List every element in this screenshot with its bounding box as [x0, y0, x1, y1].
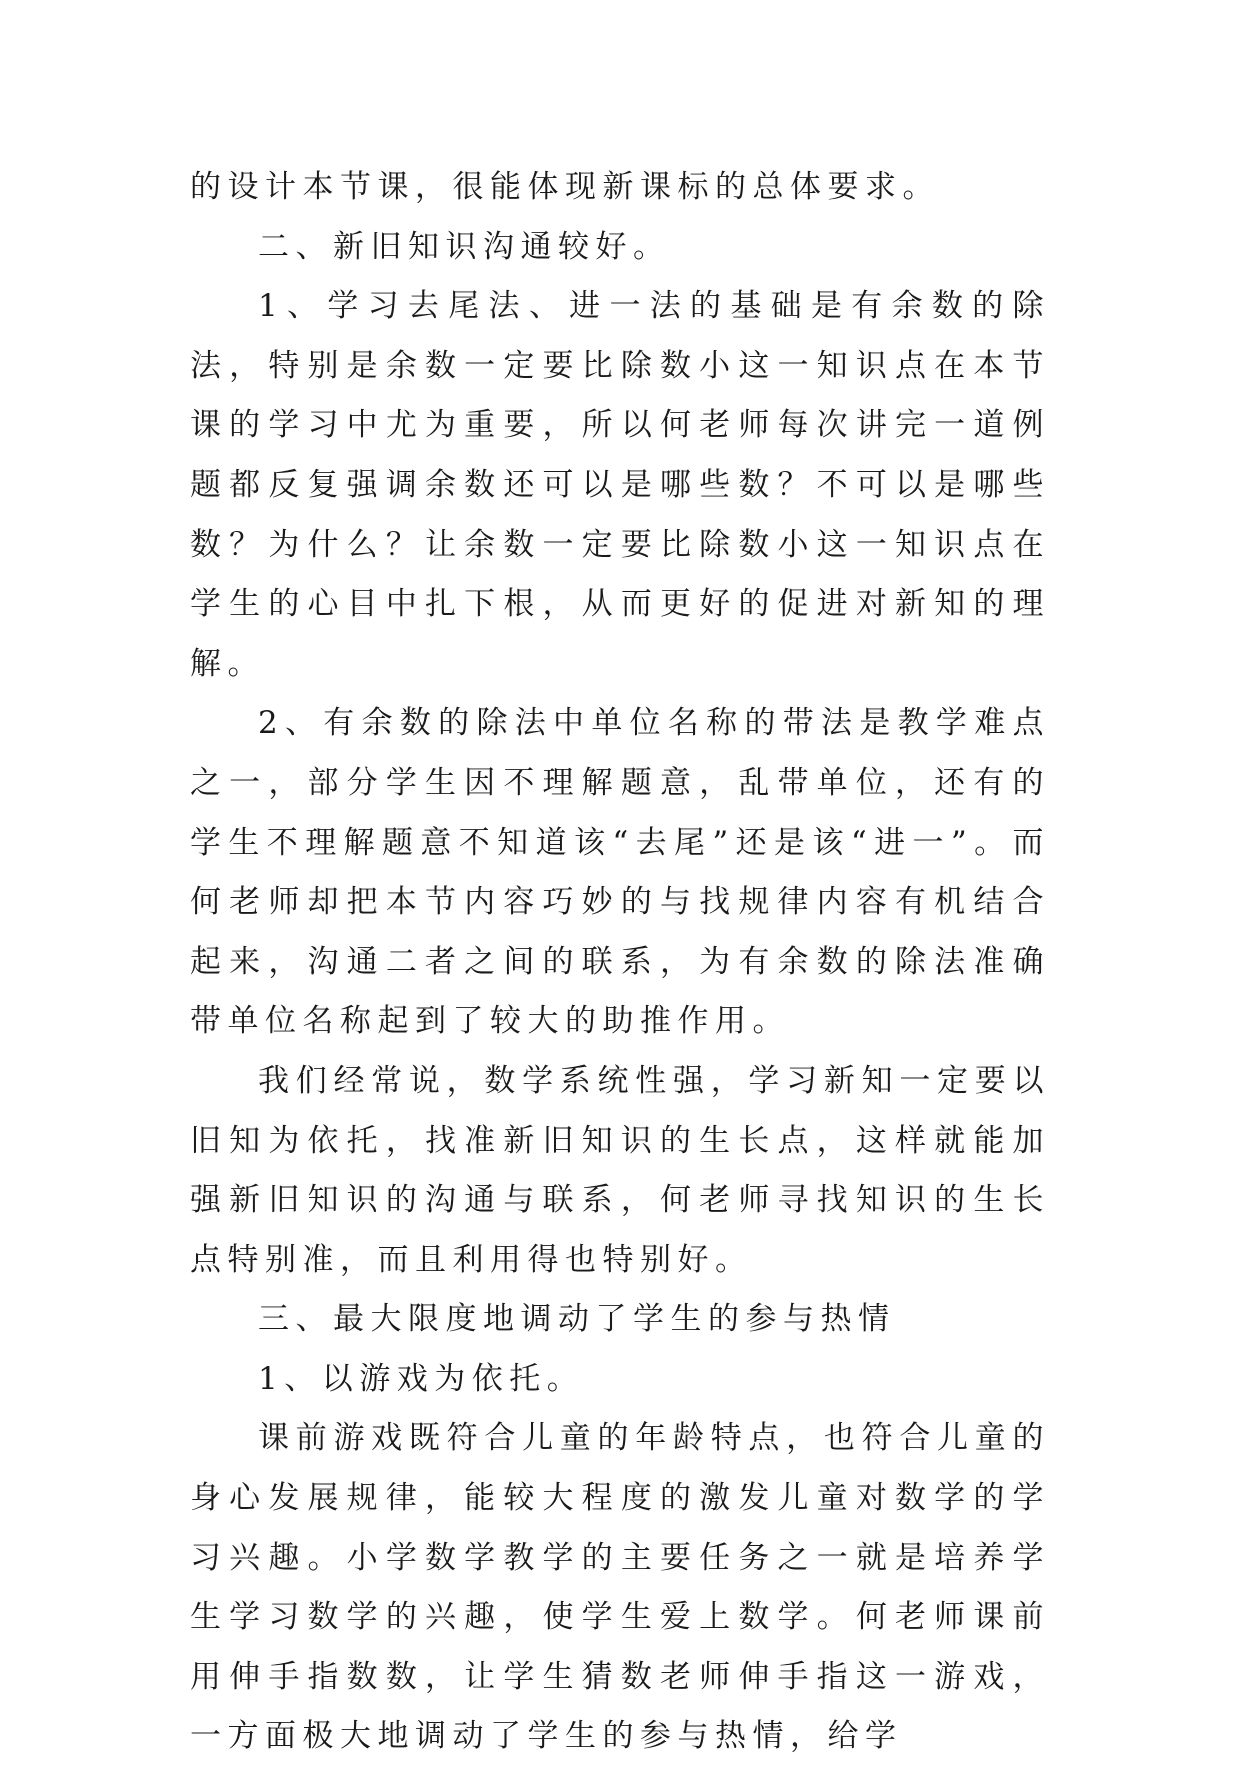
- paragraph-continuation: 的设计本节课，很能体现新课标的总体要求。: [190, 169, 940, 205]
- paragraph-game: 课前游戏既符合儿童的年龄特点，也符合儿童的身心发展规律，能较大程度的激发儿童对数学的学习兴趣。小学数学教学的主要任务之一就是培养学生学习数学的兴趣，使学生爱上数学。何老师课前用伸手指数数，让学生猜数老师伸手指这一游戏，一方面极大地调动了学生的参与热情，给学: [190, 1420, 1050, 1755]
- paragraph-point-1: 1、学习去尾法、进一法的基础是有余数的除法，特别是余数一定要比除数小这一知识点在本节课的学习中尤为重要，所以何老师每次讲完一道例题都反复强调余数还可以是哪些数？不可以是哪些数？为什么？让余数一定要比除数小这一知识点在学生的心目中扎下根，从而更好的促进对新知的理解。: [190, 288, 1050, 682]
- paragraph-summary: 我们经常说，数学系统性强，学习新知一定要以旧知为依托，找准新旧知识的生长点，这样就能加强新旧知识的沟通与联系，何老师寻找知识的生长点特别准，而且利用得也特别好。: [190, 1062, 1050, 1278]
- paragraph-point-2: 2、有余数的除法中单位名称的带法是教学难点之一，部分学生因不理解题意，乱带单位，还有的学生不理解题意不知道该“去尾”还是该“进一”。而何老师却把本节内容巧妙的与找规律内容有机结合起来，沟通二者之间的联系，为有余数的除法准确带单位名称起到了较大的助推作用。: [190, 705, 1050, 1040]
- section-heading-3: 三、最大限度地调动了学生的参与热情: [258, 1301, 896, 1338]
- subheading-point-1: 1、以游戏为依托。: [258, 1360, 585, 1397]
- section-heading-2: 二、新旧知识沟通较好。: [258, 228, 671, 265]
- document-body: [190, 158, 1050, 1767]
